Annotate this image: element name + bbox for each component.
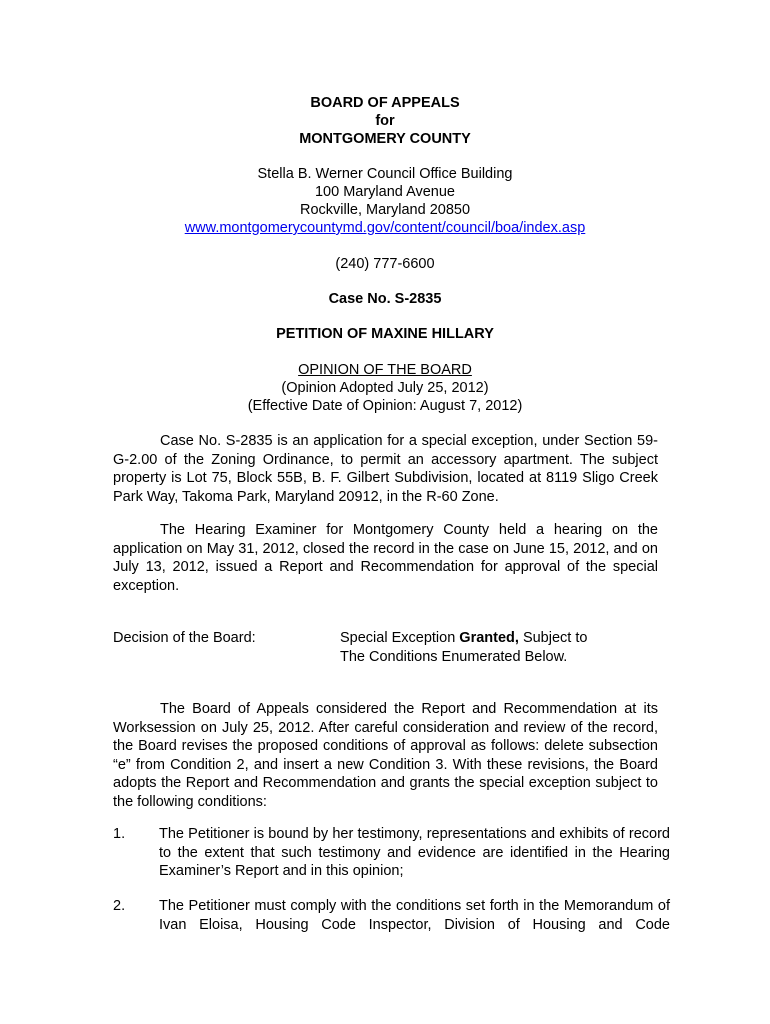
- condition-1-number: 1.: [113, 826, 126, 842]
- header-line-3: MONTGOMERY COUNTY: [299, 131, 471, 147]
- paragraph-hearing: The Hearing Examiner for Montgomery County held a hearing on the application on May 31, 2012, closed the record in the case on June 15, 2012, and on July 13, 2012, issued a Report and Recommendation for approval of the special exception.: [113, 522, 658, 594]
- street-address: 100 Maryland Avenue: [314, 184, 455, 200]
- agency-header: [0, 94, 770, 148]
- address-block: [0, 165, 770, 237]
- paragraph-board-review: The Board of Appeals considered the Report and Recommendation at its Worksession on July 25, 2012. After careful consideration and review of the record, the Board revises the proposed conditions of approval as follows: delete subsection “e” from Condition 2, and insert a new Condition 3. With these revisions, the Board adopts the Report and Recommendation and grants the special exception subject to the following conditions:: [113, 701, 658, 810]
- case-number: Case No. S-2835: [328, 291, 442, 307]
- opinion-heading: [0, 361, 770, 415]
- building-name: Stella B. Werner Council Office Building: [257, 166, 513, 182]
- petition-title: PETITION OF MAXINE HILLARY: [276, 326, 494, 342]
- decision-label: Decision of the Board:: [113, 630, 256, 646]
- decision-value: [340, 629, 670, 666]
- condition-2-text: The Petitioner must comply with the conditions set forth in the Memorandum of Ivan Eloisa, Housing Code Inspector, Division of Housing and Code: [159, 898, 670, 933]
- opinion-effective: (Effective Date of Opinion: August 7, 2012): [247, 398, 523, 414]
- header-line-2: for: [375, 113, 395, 129]
- decision-conditions-line: The Conditions Enumerated Below.: [340, 648, 568, 665]
- condition-1-text: The Petitioner is bound by her testimony, representations and exhibits of record to the extent that such testimony and evidence are identified in the Hearing Examiner’s Report and in this opinion;: [159, 826, 670, 879]
- decision-text-start: Special Exception: [340, 630, 460, 646]
- decision-granted: Granted,: [459, 630, 519, 646]
- opinion-adopted: (Opinion Adopted July 25, 2012): [281, 380, 489, 396]
- phone-number: (240) 777-6600: [335, 256, 435, 272]
- header-line-1: BOARD OF APPEALS: [310, 95, 460, 111]
- opinion-title: OPINION OF THE BOARD: [298, 362, 472, 378]
- paragraph-application: Case No. S-2835 is an application for a special exception, under Section 59-G-2.00 of the Zoning Ordinance, to permit an accessory apartment. The subject property is Lot 75, Block 55B, B. F. Gilbert Subdivision, located at 8119 Sligo Creek Park Way, Takoma Park, Maryland 20912, in the R-60 Zone.: [113, 433, 658, 505]
- condition-2-number: 2.: [113, 898, 126, 914]
- website-link[interactable]: www.montgomerycountymd.gov/content/council/boa/index.asp: [184, 220, 586, 236]
- decision-text-end: Subject to: [518, 630, 588, 646]
- city-state-zip: Rockville, Maryland 20850: [299, 202, 471, 218]
